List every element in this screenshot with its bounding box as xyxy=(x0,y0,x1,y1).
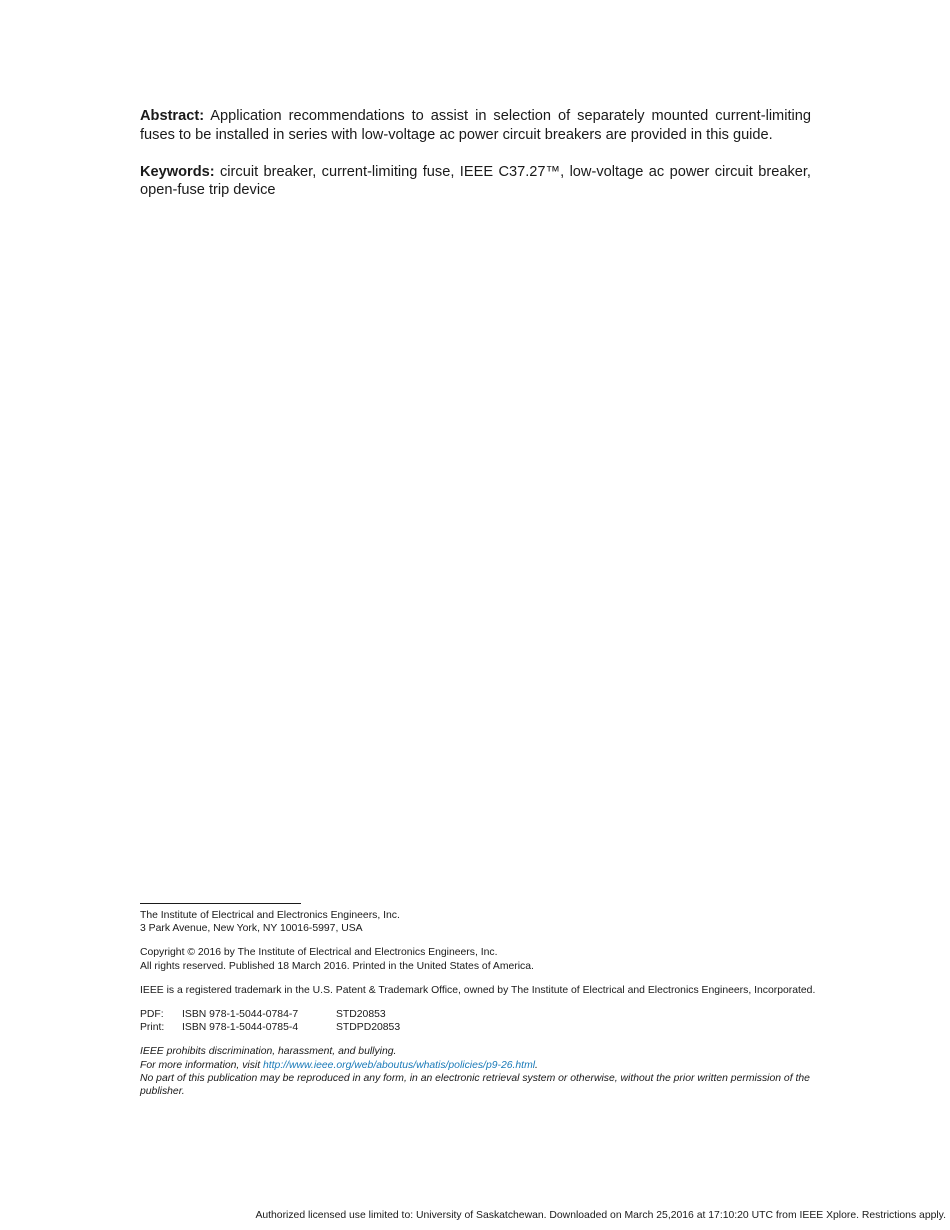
publication-info xyxy=(140,909,820,1098)
abstract-paragraph xyxy=(140,107,811,145)
more-info-prefix: For more information, visit xyxy=(140,1059,263,1071)
isbn-format: PDF: xyxy=(140,1009,164,1021)
trademark-notice: IEEE is a registered trademark in the U.S. Patent & Trademark Office, owned by The Institute of Electrical and Electronics Engineers, Incorporated. xyxy=(140,984,816,996)
isbn-number: ISBN 978-1-5044-0785-4 xyxy=(182,1022,299,1034)
keywords-text: circuit breaker, current-limiting fuse, IEEE C37.27™, low-voltage ac power circuit breaker, open-fuse trip device xyxy=(140,163,811,199)
abstract-label: Abstract: xyxy=(140,108,205,124)
more-info-suffix: . xyxy=(535,1059,538,1071)
more-info-line xyxy=(140,1059,820,1072)
copyright-line: Copyright © 2016 by The Institute of Electrical and Electronics Engineers, Inc. xyxy=(140,947,498,959)
keywords-paragraph xyxy=(140,163,811,201)
reproduction-notice: No part of this publication may be reproduced in any form, in an electronic retrieval system or otherwise, without the prior written permission of the publisher. xyxy=(140,1072,810,1098)
isbn-row-print xyxy=(140,1021,820,1034)
policy-link[interactable]: http://www.ieee.org/web/aboutus/whatis/policies/p9-26.html xyxy=(263,1059,536,1071)
abstract-text: Application recommendations to assist in selection of separately mounted current-limiting fuses to be installed in series with low-voltage ac power circuit breakers are provided in this guide. xyxy=(140,108,811,143)
footnote-divider xyxy=(140,903,301,904)
isbn-row-pdf xyxy=(140,1008,820,1021)
abstract-section xyxy=(140,107,811,200)
authorization-notice: Authorized licensed use limited to: University of Saskatchewan. Downloaded on March 25,2016 at 17:10:20 UTC from IEEE Xplore. Restrictions apply. xyxy=(255,1210,946,1221)
publisher-address: 3 Park Avenue, New York, NY 10016-5997, USA xyxy=(140,923,363,935)
isbn-number: ISBN 978-1-5044-0784-7 xyxy=(182,1009,299,1021)
isbn-format: Print: xyxy=(140,1022,165,1034)
publisher-name: The Institute of Electrical and Electronics Engineers, Inc. xyxy=(140,910,400,921)
policy-statement: IEEE prohibits discrimination, harassment, and bullying. xyxy=(140,1046,397,1058)
keywords-label: Keywords: xyxy=(140,163,215,180)
isbn-code: STDPD20853 xyxy=(336,1022,401,1034)
rights-line: All rights reserved. Published 18 March 2016. Printed in the United States of America. xyxy=(140,960,534,972)
isbn-code: STD20853 xyxy=(336,1009,386,1021)
